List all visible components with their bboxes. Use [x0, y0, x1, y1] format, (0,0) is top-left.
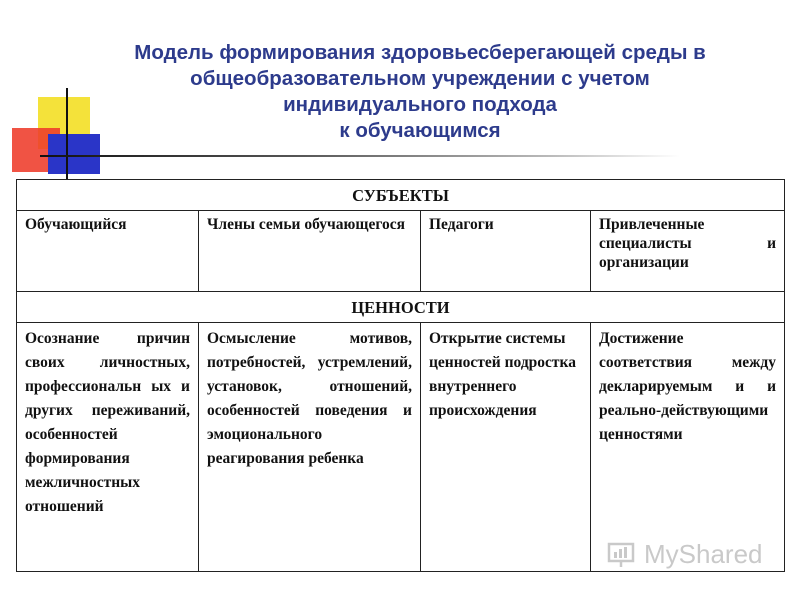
- values-header: ЦЕННОСТИ: [17, 292, 785, 323]
- subject-cell-specialists: Привлеченные специалисты и организации: [591, 211, 785, 292]
- subjects-row: [17, 211, 785, 292]
- subjects-header: СУБЪЕКТЫ: [17, 180, 785, 211]
- subjects-header-row: [17, 180, 785, 211]
- watermark-text: MyShared: [644, 538, 763, 569]
- values-row: [17, 323, 785, 572]
- title-line-3: индивидуального подхода: [283, 93, 557, 116]
- decor-vertical-line: [66, 88, 68, 180]
- presentation-icon: [606, 539, 636, 569]
- title-line-1: Модель формирования здоровьесберегающей среды в: [134, 41, 706, 64]
- value-cell-awareness: Осознание причин своих личностных, профессиональн ых и других переживаний, особенностей формирования межличностных отношений: [17, 323, 199, 572]
- watermark: [606, 536, 763, 572]
- decor-horizontal-line: [40, 155, 680, 157]
- subject-cell-teachers: Педагоги: [421, 211, 591, 292]
- subject-cell-family: Члены семьи обучающегося: [199, 211, 421, 292]
- title-line-4: к обучающимся: [339, 119, 501, 142]
- values-header-row: [17, 292, 785, 323]
- value-cell-comprehension: Осмысление мотивов, потребностей, устремлений, установок, отношений, особенностей поведения и эмоционального реагирования ребенка: [199, 323, 421, 572]
- slide-title: [110, 40, 730, 144]
- model-table: [16, 179, 785, 572]
- value-cell-achievement: Достижение соответствия между декларируемым и и реально-действующими ценностями: [591, 323, 785, 572]
- value-cell-discovery: Открытие системы ценностей подростка внутреннего происхождения: [421, 323, 591, 572]
- subject-cell-student: Обучающийся: [17, 211, 199, 292]
- title-line-2: общеобразовательном учреждении с учетом: [190, 67, 650, 90]
- decor-blue-square: [48, 134, 100, 174]
